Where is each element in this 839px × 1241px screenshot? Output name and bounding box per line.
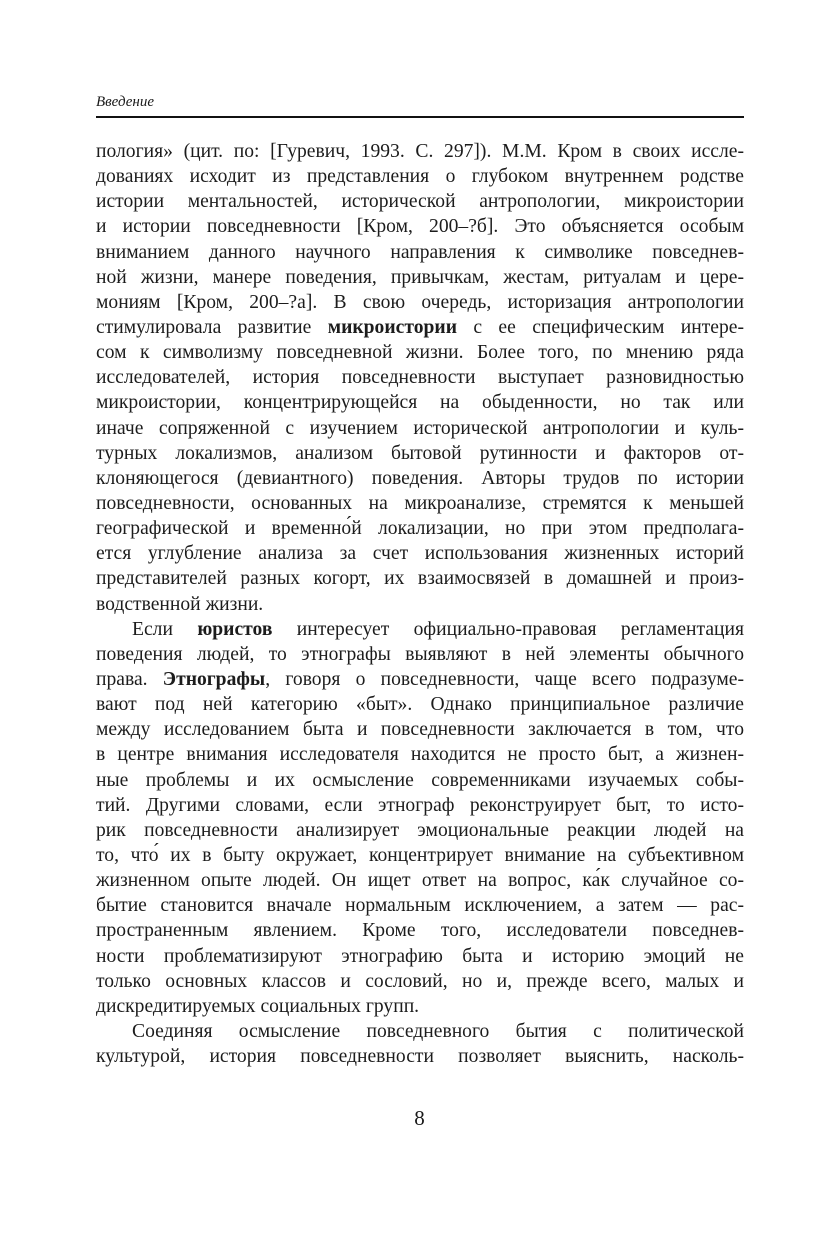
term-ethnographers: Этнографы	[162, 668, 266, 690]
paragraph-3	[96, 1019, 744, 1069]
text-line: представителей разных когорт, их взаимосвязей в домашней и произ-	[96, 568, 744, 590]
text-line: права. Этнографы, говоря о повседневности, чаще всего подразуме-	[96, 668, 744, 690]
text-line: то, что́ их в быту окружает, концентрирует внимание на субъективном	[96, 844, 744, 866]
text-line: ности проблематизируют этнографию быта и историю эмоций не	[96, 945, 744, 967]
text-line: географической и временно́й локализации, но при этом предполага-	[96, 518, 744, 540]
term-lawyers: юристов	[197, 618, 273, 640]
text-line: пространенным явлением. Кроме того, исследователи повседнев-	[96, 920, 744, 942]
text-line: повседневности, основанных на микроанализе, стремятся к меньшей	[96, 492, 744, 514]
text-line: сом к символизму повседневной жизни. Более того, по мнению ряда	[96, 342, 744, 364]
text-line: жизненном опыте людей. Он ищет ответ на вопрос, ка́к случайное со-	[96, 870, 744, 892]
body-text	[96, 139, 744, 1069]
text-line: ется углубление анализа за счет использования жизненных историй	[96, 543, 744, 565]
text-line: рик повседневности анализирует эмоциональные реакции людей на	[96, 819, 744, 841]
text-line: иначе сопряженной с изучением исторической антропологии и куль-	[96, 417, 744, 439]
text-line: Соединяя осмысление повседневного бытия с политической	[132, 1020, 744, 1042]
text-line: водственной жизни.	[96, 593, 264, 615]
text-line: тий. Другими словами, если этнограф реконструирует быт, то исто-	[96, 794, 744, 816]
text-line: культурой, история повседневности позволяет выяснить, насколь-	[96, 1046, 744, 1068]
text-line: вниманием данного научного направления к символике повседнев-	[96, 241, 744, 263]
text-line: и истории повседневности [Кром, 200–?б]. Это объясняется особым	[96, 216, 744, 238]
text-line: стимулировала развитие микроистории с ее специфическим интере-	[96, 316, 744, 338]
text-line: ной жизни, манере поведения, привычкам, жестам, ритуалам и цере-	[96, 266, 744, 288]
text-line: вают под ней категорию «быт». Однако принципиальное различие	[96, 694, 744, 716]
text-line: дискредитируемых социальных групп.	[96, 995, 420, 1017]
text-line: Если юристов интересует официально-правовая регламентация	[132, 618, 745, 640]
text-line: пология» (цит. по: [Гуревич, 1993. С. 297]). М.М. Кром в своих иссле-	[96, 141, 744, 162]
text-line: поведения людей, то этнографы выявляют в ней элементы обычного	[96, 643, 744, 665]
text-line: ные проблемы и их осмысление современниками изучаемых собы-	[96, 769, 744, 791]
text-line: в центре внимания исследователя находится не просто быт, а жизнен-	[96, 744, 744, 766]
text-line: истории ментальностей, исторической антропологии, микроистории	[96, 191, 744, 213]
term-microhistory: микроистории	[327, 316, 457, 338]
running-header: Введение	[96, 94, 154, 110]
text-line: между исследованием быта и повседневности заключается в том, что	[96, 719, 744, 741]
header-rule	[96, 116, 744, 118]
text-line: микроистории, концентрирующейся на обыденности, но так или	[96, 392, 744, 414]
page-number: 8	[414, 1106, 425, 1130]
text-line: бытие становится вначале нормальным исключением, а затем — рас-	[96, 895, 744, 917]
text-line: дованиях исходит из представления о глубоком внутреннем родстве	[96, 166, 744, 188]
text-line: мониям [Кром, 200–?а]. В свою очередь, историзация антропологии	[96, 291, 744, 313]
paragraph-2	[96, 617, 744, 1019]
text-line: только основных классов и сословий, но и, прежде всего, малых и	[96, 970, 744, 992]
text-line: клоняющегося (девиантного) поведения. Авторы трудов по истории	[96, 467, 744, 489]
paragraph-1	[96, 139, 744, 617]
text-line: турных локализмов, анализом бытовой рутинности и факторов от-	[96, 442, 744, 464]
text-line: исследователей, история повседневности выступает разновидностью	[96, 367, 744, 389]
